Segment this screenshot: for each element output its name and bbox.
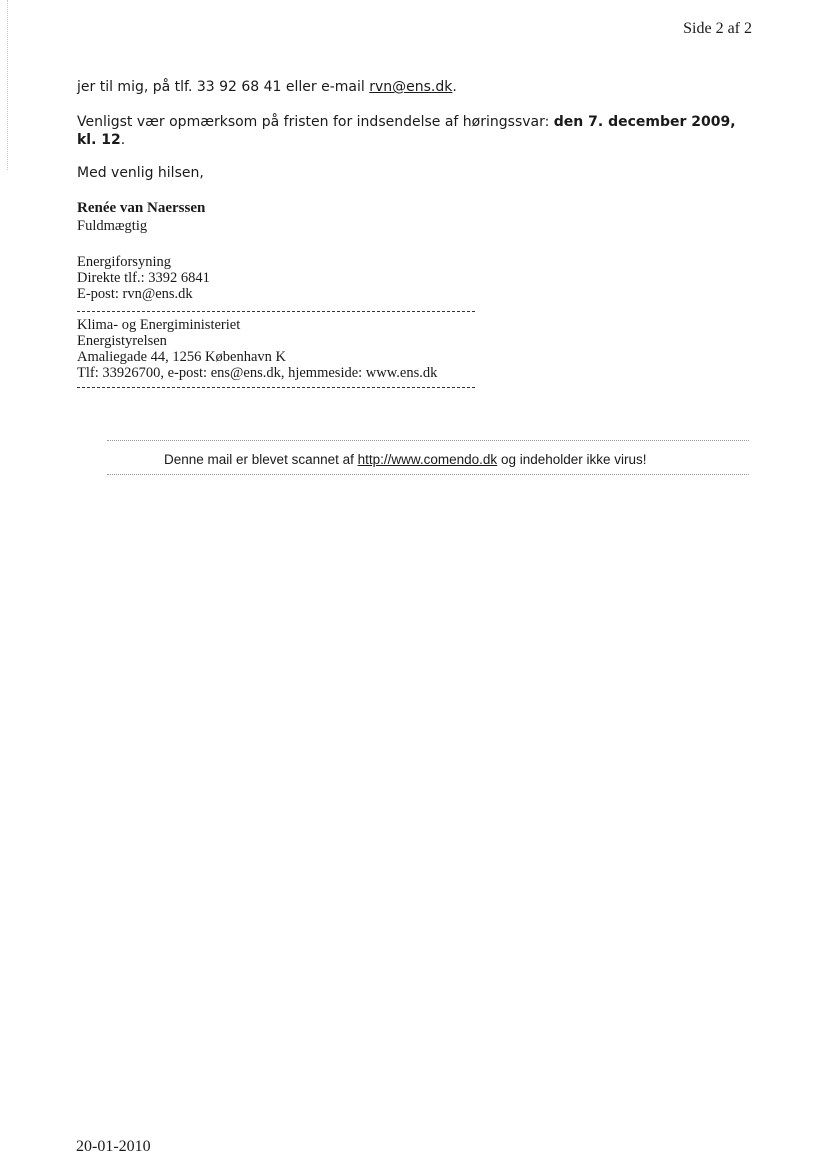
signature-department: Energiforsyning [77, 254, 171, 270]
deadline-date: den 7. december 2009, kl. 12 [77, 114, 736, 148]
organization-block [77, 317, 437, 381]
signature-divider-bottom [77, 387, 475, 388]
org-address: Amaliegade 44, 1256 København K [77, 349, 286, 365]
scan-notice-prefix: Denne mail er blevet scannet af [164, 452, 358, 467]
signature-contact-block [77, 254, 210, 302]
signature-title: Fuldmægtig [77, 218, 148, 234]
signature-name: Renée van Naerssen [77, 200, 206, 216]
virus-scan-notice [164, 452, 647, 467]
paragraph-deadline [77, 113, 757, 149]
contact-end: . [452, 79, 457, 95]
org-ministry: Klima- og Energiministeriet [77, 317, 241, 333]
signature-email: E-post: rvn@ens.dk [77, 286, 193, 302]
print-date: 20-01-2010 [76, 1138, 151, 1155]
deadline-end: . [120, 132, 126, 148]
scan-notice-border-top [107, 440, 749, 441]
signature-divider-top [77, 311, 475, 312]
closing-greeting: Med venlig hilsen, [77, 165, 204, 181]
signature-direct-phone: Direkte tlf.: 3392 6841 [77, 270, 210, 286]
scan-edge-line [7, 0, 8, 170]
page-number: Side 2 af 2 [683, 20, 752, 37]
scan-notice-border-bottom [107, 474, 749, 475]
contact-text: jer til mig, på tlf. 33 92 68 41 eller e-mail [77, 79, 370, 95]
org-contact: Tlf: 33926700, e-post: ens@ens.dk, hjemmeside: www.ens.dk [77, 365, 438, 381]
org-agency: Energistyrelsen [77, 333, 167, 349]
deadline-text: Venligst vær opmærksom på fristen for indsendelse af høringssvar: [77, 114, 554, 130]
email-link[interactable]: rvn@ens.dk [369, 79, 453, 95]
paragraph-contact [77, 78, 757, 96]
scan-notice-suffix: og indeholder ikke virus! [497, 452, 647, 467]
scan-notice-link[interactable]: http://www.comendo.dk [357, 452, 498, 467]
